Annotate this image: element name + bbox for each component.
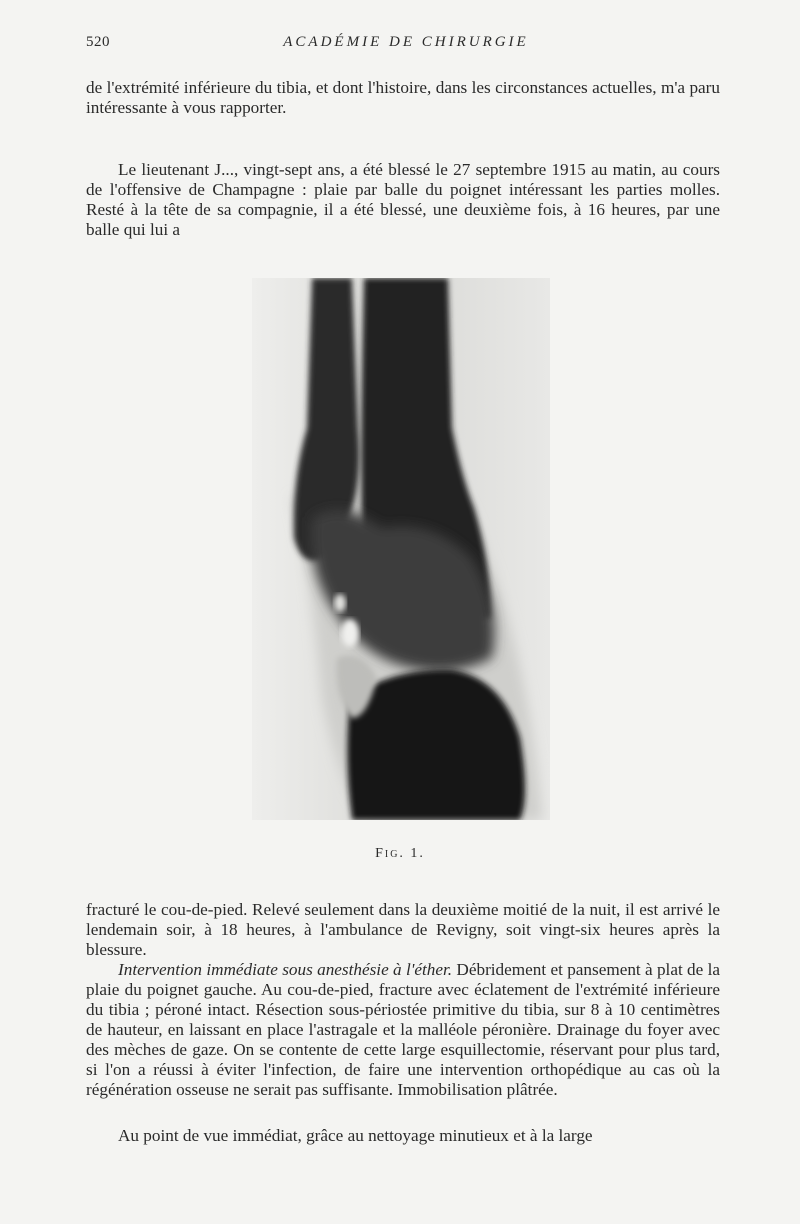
paragraph-4 (86, 960, 720, 1100)
paragraph-4-body: Débridement et pansement à plat de la plaie du poignet gauche. Au cou-de-pied, fracture avec éclatement de l'extrémité inférieure du tibia ; péroné intact. Résection sous-périostée primitive du tibia, sur 8 à 10 centimètres de hauteur, en laissant en place l'astragale et la malléole péronière. Drainage du foyer avec des mèches de gaze. On se contente de cette large esquillectomie, réservant pour plus tard, si l'on a réussi à éviter l'infection, de faire une intervention orthopédique au cas où la régénération osseuse ne serait pas suffisante. Immobilisation plâtrée. (86, 960, 720, 1099)
paragraph-4-italic-lead: Intervention immédiate sous anesthésie à l'éther. (118, 960, 453, 979)
paragraph-3: fracturé le cou-de-pied. Relevé seulement dans la deuxième moitié de la nuit, il est arrivé le lendemain soir, à 18 heures, à l'ambulance de Revigny, soit vingt-six heures après la blessure. (86, 900, 720, 959)
page-header (86, 34, 726, 56)
xray-figure (252, 278, 550, 820)
paragraph-5: Au point de vue immédiat, grâce au nettoyage minutieux et à la large (118, 1126, 593, 1145)
running-title: ACADÉMIE DE CHIRURGIE (283, 34, 529, 50)
paragraph-2: Le lieutenant J..., vingt-sept ans, a été blessé le 27 septembre 1915 au matin, au cours de l'offensive de Champagne : plaie par balle du poignet intéressant les parties molles. Resté à la tête de sa compagnie, il a été blessé, une deuxième fois, à 16 heures, par une balle qui lui a (86, 160, 720, 239)
figure-caption-text: Fig. 1. (375, 846, 425, 861)
page-number: 520 (86, 34, 110, 50)
xray-image (252, 278, 550, 820)
figure-caption (0, 846, 800, 862)
paragraph-1: de l'extrémité inférieure du tibia, et dont l'histoire, dans les circonstances actuelles, m'a paru intéressante à vous rapporter. (86, 78, 720, 117)
